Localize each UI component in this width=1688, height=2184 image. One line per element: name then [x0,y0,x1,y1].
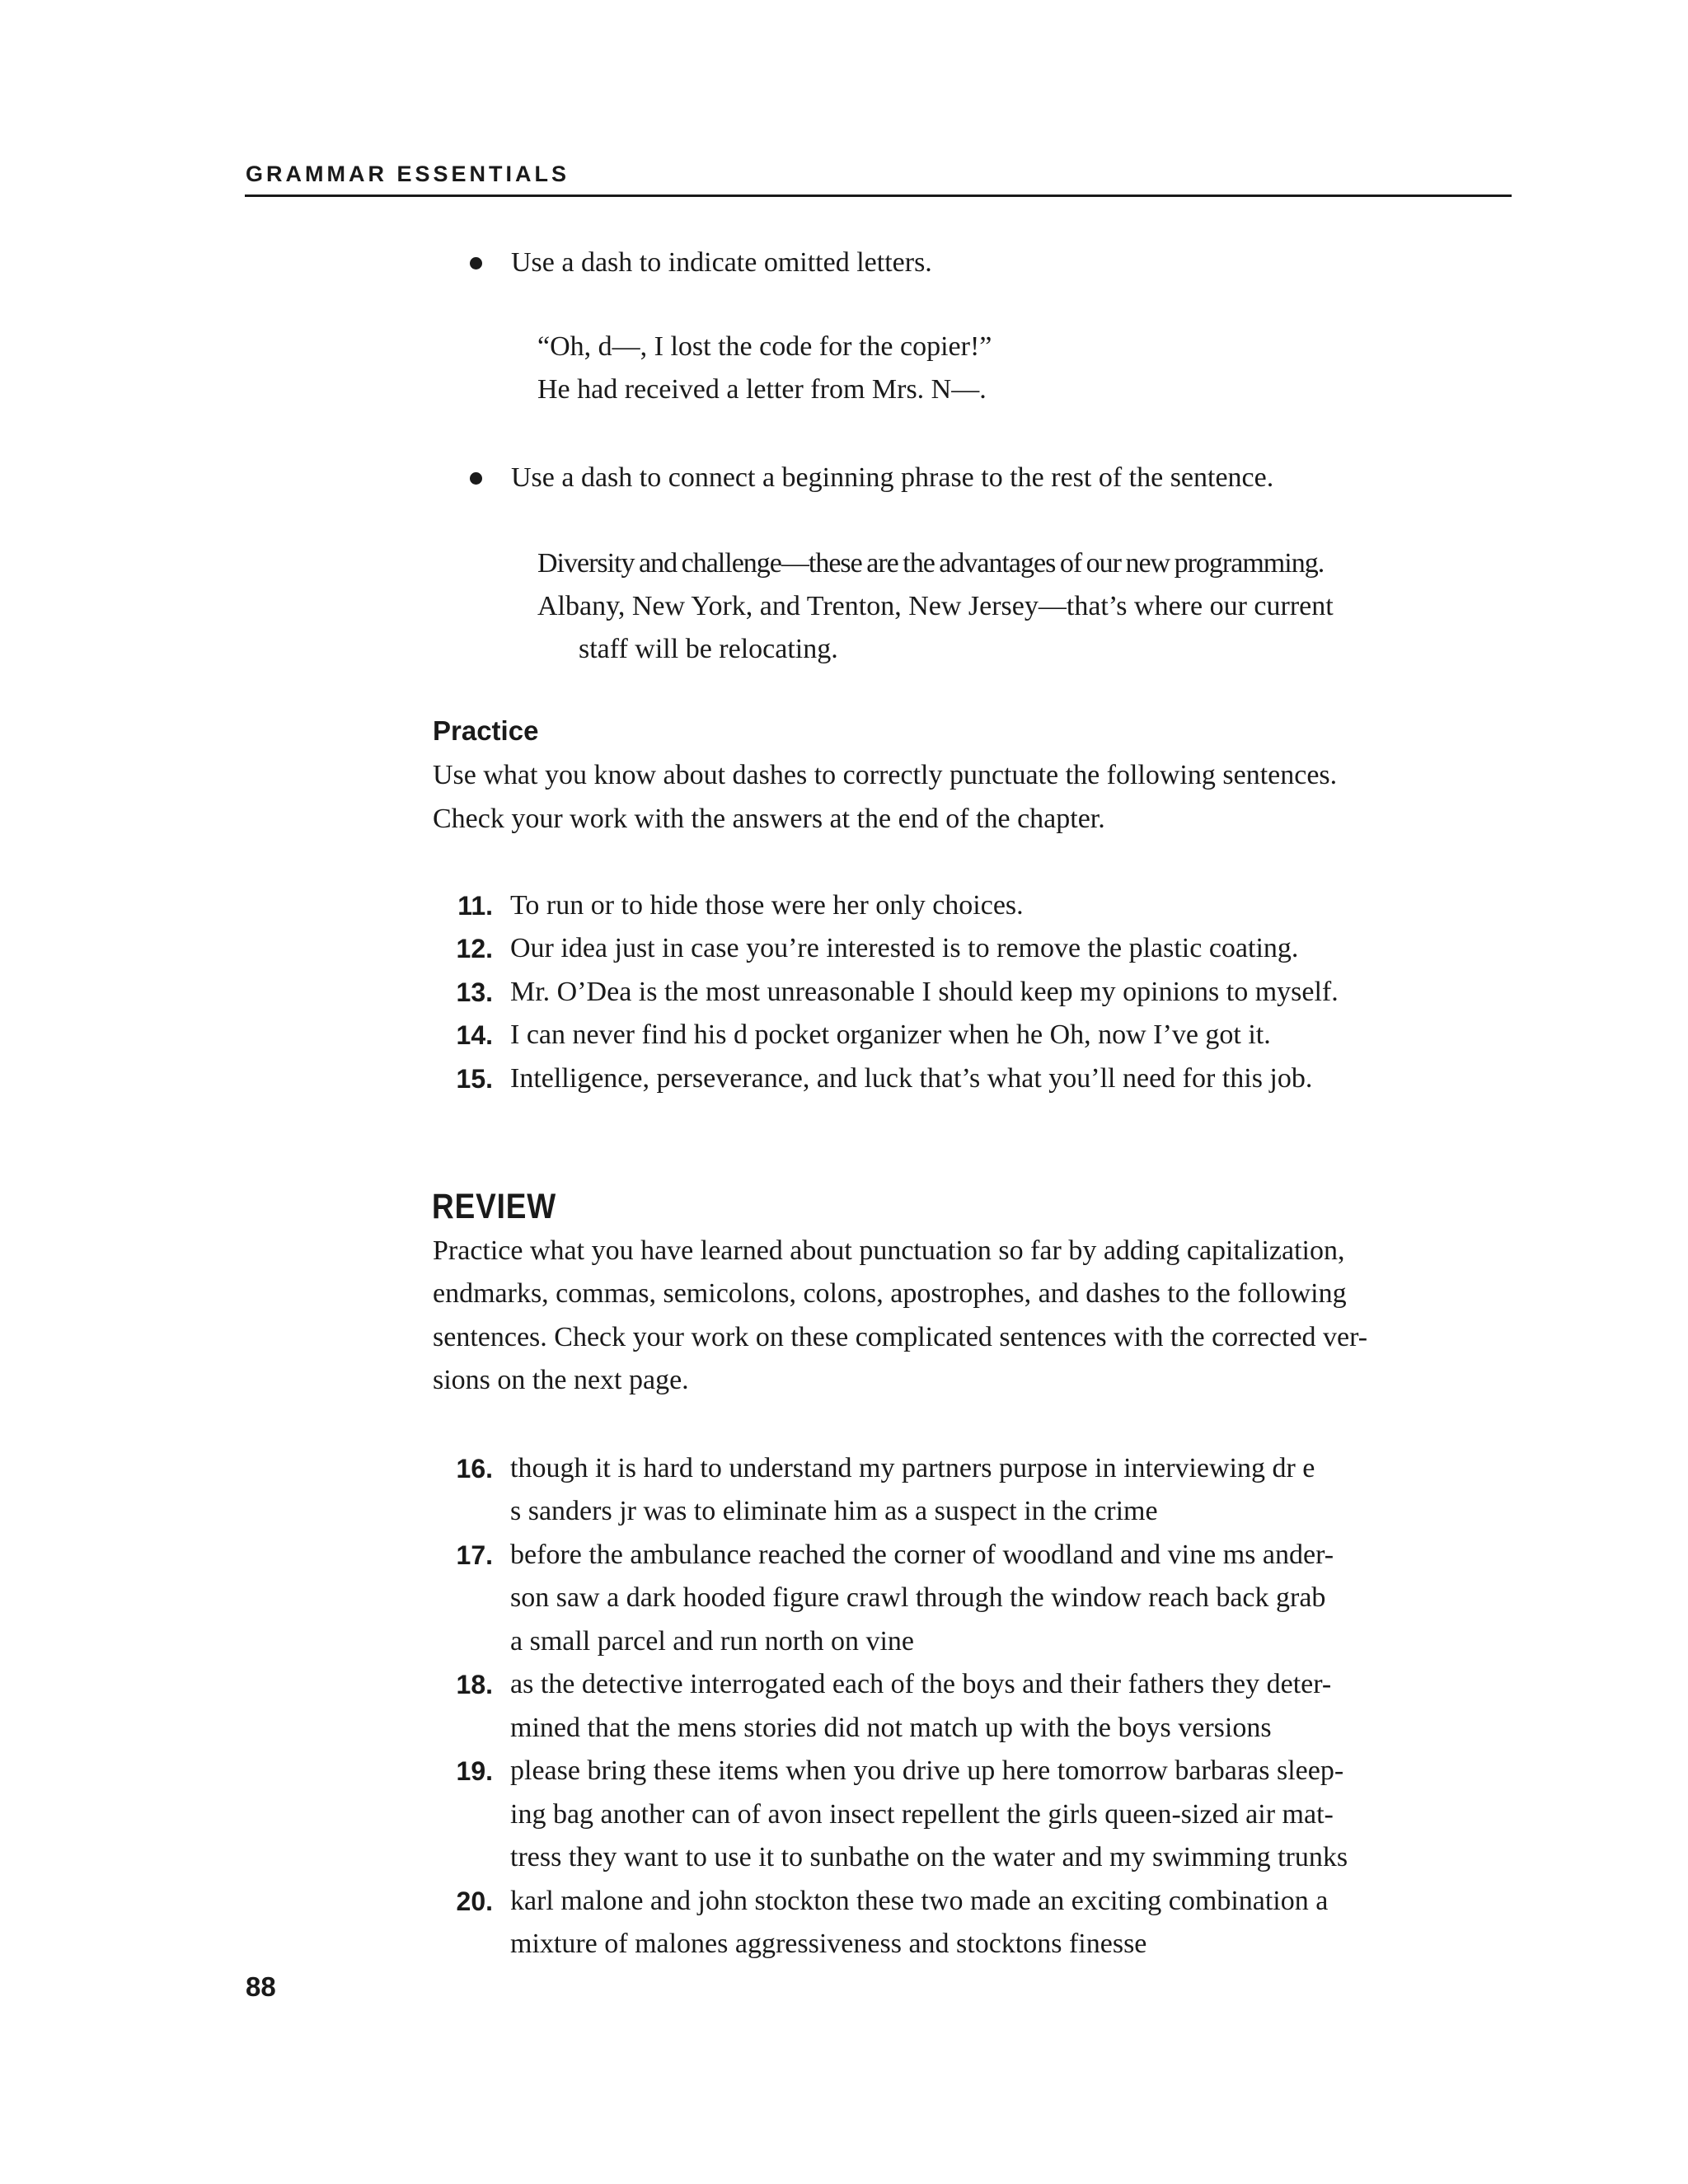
example-line: staff will be relocating. [579,634,838,664]
item-number: 17. [456,1540,493,1570]
item-number: 14. [456,1020,493,1050]
item-number: 13. [456,977,493,1007]
item-number: 19. [456,1756,493,1786]
bullet-dot-icon [470,257,482,269]
header-rule [245,194,1512,197]
item-text: Intelligence, perseverance, and luck that’s what you’ll need for this job. [510,1063,1313,1094]
example-line: Albany, New York, and Trenton, New Jersey—that’s where our current [537,591,1334,621]
review-intro-line: sions on the next page. [433,1365,689,1395]
example-line: Diversity and challenge—these are the advantages of our new programming. [537,548,1325,579]
running-head: GRAMMAR ESSENTIALS [246,162,570,186]
practice-intro-line: Check your work with the answers at the end of the chapter. [433,804,1105,834]
item-number: 16. [456,1454,493,1483]
item-text: son saw a dark hooded figure crawl through the window reach back grab [510,1582,1326,1613]
item-text: I can never find his d pocket organizer when he Oh, now I’ve got it. [510,1019,1271,1050]
item-text: Our idea just in case you’re interested is to remove the plastic coating. [510,933,1299,963]
practice-heading: Practice [433,715,539,746]
item-text: s sanders jr was to eliminate him as a suspect in the crime [510,1496,1158,1526]
item-text: karl malone and john stockton these two made an exciting combination a [510,1886,1329,1916]
review-intro-line: Practice what you have learned about punctuation so far by adding capitalization, [433,1235,1345,1266]
item-text: a small parcel and run north on vine [510,1626,915,1657]
item-text: please bring these items when you drive up here tomorrow barbaras sleep- [510,1755,1344,1786]
item-text: mined that the mens stories did not match up with the boys versions [510,1713,1272,1743]
item-text: Mr. O’Dea is the most unreasonable I should keep my opinions to myself. [510,977,1339,1007]
bullet-text: Use a dash to connect a beginning phrase to the rest of the sentence. [511,462,1274,493]
item-text: ing bag another can of avon insect repellent the girls queen-sized air mat- [510,1799,1334,1830]
example-line: He had received a letter from Mrs. N—. [537,374,987,405]
bullet-dot-icon [470,472,482,485]
review-intro-line: endmarks, commas, semicolons, colons, apostrophes, and dashes to the following [433,1278,1347,1309]
page-number: 88 [246,1971,276,2002]
item-text: mixture of malones aggressiveness and stocktons finesse [510,1929,1147,1959]
practice-intro-line: Use what you know about dashes to correctly punctuate the following sentences. [433,760,1338,790]
bullet-text: Use a dash to indicate omitted letters. [511,247,932,278]
item-text: tress they want to use it to sunbathe on the water and my swimming trunks [510,1842,1348,1872]
item-text: as the detective interrogated each of the boys and their fathers they deter- [510,1669,1332,1699]
item-text: before the ambulance reached the corner of woodland and vine ms ander- [510,1540,1334,1570]
item-text: To run or to hide those were her only choices. [510,890,1024,921]
item-text: though it is hard to understand my partners purpose in interviewing dr e [510,1453,1315,1483]
item-number: 18. [456,1670,493,1699]
review-heading: REVIEW [432,1187,557,1226]
item-number: 15. [456,1064,493,1094]
review-intro-line: sentences. Check your work on these complicated sentences with the corrected ver- [433,1322,1368,1352]
item-number: 20. [456,1886,493,1916]
example-line: “Oh, d—, I lost the code for the copier!” [537,331,992,362]
item-number: 11. [457,891,493,921]
item-number: 12. [456,934,493,963]
